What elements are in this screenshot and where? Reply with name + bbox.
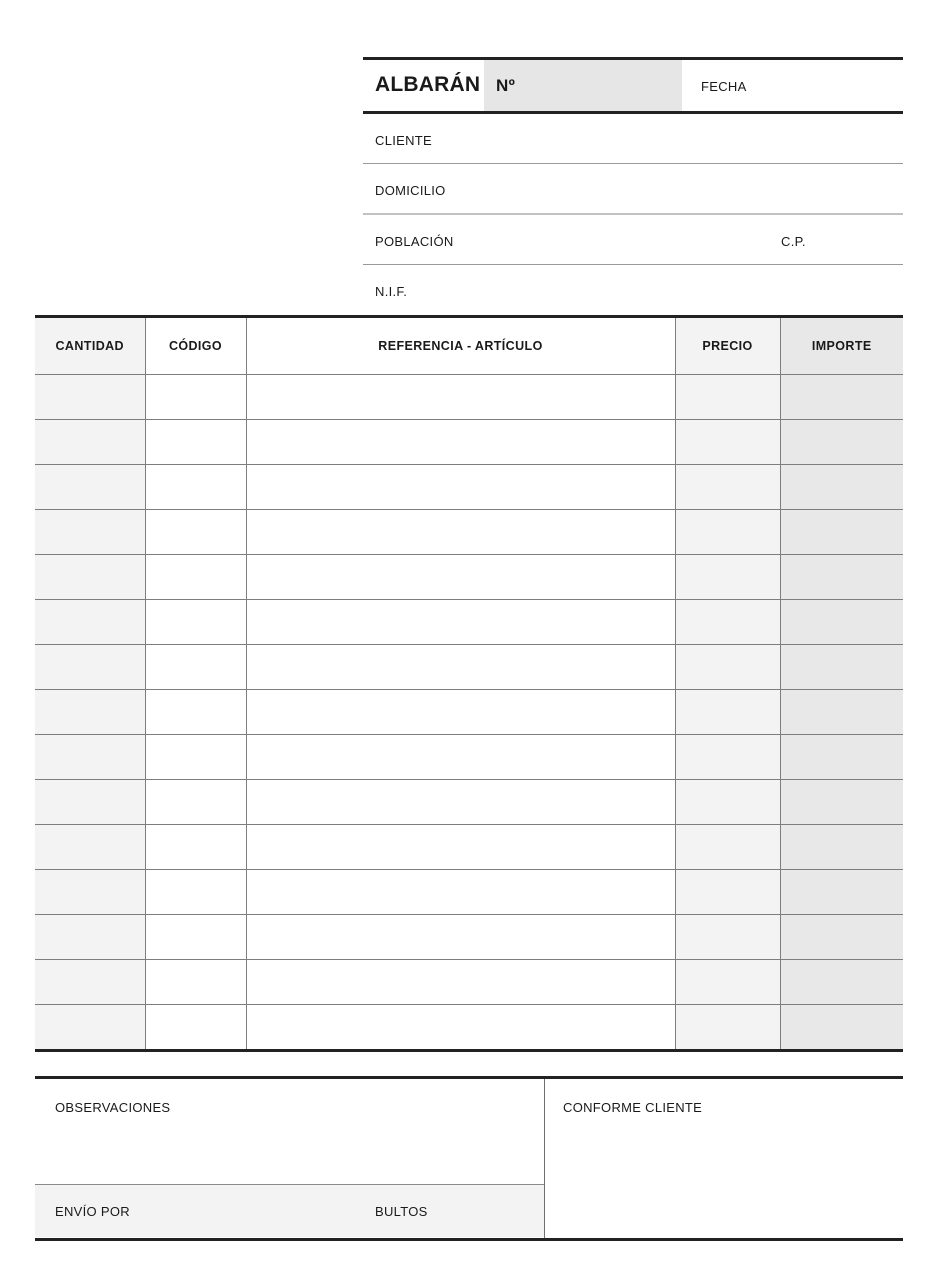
cell-importe[interactable] — [780, 555, 903, 600]
table-row — [35, 510, 903, 555]
cell-codigo[interactable] — [145, 735, 246, 780]
domicilio-field[interactable] — [473, 164, 903, 213]
cell-referencia[interactable] — [246, 555, 675, 600]
cell-importe[interactable] — [780, 735, 903, 780]
cell-cantidad[interactable] — [35, 645, 145, 690]
table-row — [35, 375, 903, 420]
cell-importe[interactable] — [780, 915, 903, 960]
cell-precio[interactable] — [675, 420, 780, 465]
cell-codigo[interactable] — [145, 420, 246, 465]
cell-importe[interactable] — [780, 870, 903, 915]
table-row — [35, 915, 903, 960]
domicilio-label: DOMICILIO — [375, 183, 446, 198]
bultos-label: BULTOS — [375, 1204, 428, 1219]
nif-field[interactable] — [433, 265, 903, 314]
cell-cantidad[interactable] — [35, 690, 145, 735]
cell-precio[interactable] — [675, 1005, 780, 1050]
document-title: ALBARÁN — [375, 73, 481, 96]
cell-codigo[interactable] — [145, 870, 246, 915]
cell-cantidad[interactable] — [35, 960, 145, 1005]
cell-cantidad[interactable] — [35, 780, 145, 825]
envio-por-label: ENVÍO POR — [55, 1204, 130, 1219]
column-header-codigo: CÓDIGO — [145, 318, 246, 375]
footer-bottom-rule — [35, 1238, 903, 1241]
observaciones-cell[interactable] — [35, 1079, 544, 1185]
header-row-albaran — [363, 60, 903, 111]
envio-bultos-cell[interactable] — [35, 1185, 544, 1237]
items-table-bottom-rule — [35, 1049, 903, 1052]
cell-codigo[interactable] — [145, 645, 246, 690]
conforme-cliente-cell[interactable] — [545, 1079, 903, 1238]
cell-cantidad[interactable] — [35, 825, 145, 870]
table-row — [35, 690, 903, 735]
cell-codigo[interactable] — [145, 915, 246, 960]
albaran-number-label: Nº — [496, 76, 516, 95]
table-row — [35, 780, 903, 825]
column-header-importe: IMPORTE — [780, 318, 903, 375]
cell-cantidad[interactable] — [35, 375, 145, 420]
cell-importe[interactable] — [780, 420, 903, 465]
cell-importe[interactable] — [780, 600, 903, 645]
cell-importe[interactable] — [780, 1005, 903, 1050]
cell-referencia[interactable] — [246, 510, 675, 555]
cell-importe[interactable] — [780, 510, 903, 555]
cell-importe[interactable] — [780, 465, 903, 510]
cell-precio[interactable] — [675, 555, 780, 600]
cell-precio[interactable] — [675, 600, 780, 645]
table-row — [35, 870, 903, 915]
cell-importe[interactable] — [780, 780, 903, 825]
document-header — [363, 57, 903, 314]
items-table-container — [35, 315, 903, 1052]
cell-cantidad[interactable] — [35, 735, 145, 780]
table-row — [35, 825, 903, 870]
cell-codigo[interactable] — [145, 600, 246, 645]
cell-cantidad[interactable] — [35, 870, 145, 915]
cell-referencia[interactable] — [246, 915, 675, 960]
cliente-label: CLIENTE — [375, 133, 433, 148]
cell-referencia[interactable] — [246, 735, 675, 780]
fecha-field[interactable] — [693, 60, 903, 111]
cell-precio[interactable] — [675, 825, 780, 870]
conforme-cliente-label: CONFORME CLIENTE — [563, 1100, 703, 1115]
cell-referencia[interactable] — [246, 690, 675, 735]
cell-cantidad[interactable] — [35, 915, 145, 960]
header-row-cliente — [363, 114, 903, 163]
cell-cantidad[interactable] — [35, 600, 145, 645]
cell-precio[interactable] — [675, 960, 780, 1005]
footer-left-column — [35, 1079, 545, 1238]
cell-precio[interactable] — [675, 780, 780, 825]
cell-codigo[interactable] — [145, 510, 246, 555]
column-header-precio: PRECIO — [675, 318, 780, 375]
table-row — [35, 645, 903, 690]
column-header-cantidad: CANTIDAD — [35, 318, 145, 375]
fecha-label: FECHA — [701, 79, 747, 94]
cell-referencia[interactable] — [246, 825, 675, 870]
table-row — [35, 600, 903, 645]
cell-precio[interactable] — [675, 465, 780, 510]
cell-codigo[interactable] — [145, 465, 246, 510]
header-row-nif — [363, 265, 903, 314]
cell-cantidad[interactable] — [35, 555, 145, 600]
cell-precio[interactable] — [675, 645, 780, 690]
cell-codigo[interactable] — [145, 780, 246, 825]
document-footer — [35, 1076, 903, 1241]
cell-precio[interactable] — [675, 735, 780, 780]
cell-cantidad[interactable] — [35, 420, 145, 465]
items-table — [35, 318, 903, 1049]
poblacion-label: POBLACIÓN — [375, 234, 454, 249]
cell-codigo[interactable] — [145, 690, 246, 735]
cell-codigo[interactable] — [145, 375, 246, 420]
table-row — [35, 1005, 903, 1050]
cell-importe[interactable] — [780, 645, 903, 690]
cell-codigo[interactable] — [145, 960, 246, 1005]
cell-referencia[interactable] — [246, 375, 675, 420]
items-table-head — [35, 318, 903, 375]
header-row-poblacion — [363, 215, 903, 264]
column-header-referencia: REFERENCIA - ARTÍCULO — [246, 318, 675, 375]
cell-cantidad[interactable] — [35, 1005, 145, 1050]
cell-precio[interactable] — [675, 870, 780, 915]
table-row — [35, 735, 903, 780]
cell-referencia[interactable] — [246, 465, 675, 510]
cell-importe[interactable] — [780, 960, 903, 1005]
table-row — [35, 555, 903, 600]
cell-importe[interactable] — [780, 375, 903, 420]
cell-cantidad[interactable] — [35, 510, 145, 555]
cell-cantidad[interactable] — [35, 465, 145, 510]
items-table-body — [35, 375, 903, 1050]
poblacion-field[interactable] — [473, 215, 753, 264]
nif-label: N.I.F. — [375, 284, 408, 299]
codigo-postal-label: C.P. — [781, 234, 806, 249]
cell-codigo[interactable] — [145, 1005, 246, 1050]
cell-referencia[interactable] — [246, 645, 675, 690]
cell-precio[interactable] — [675, 375, 780, 420]
cell-precio[interactable] — [675, 915, 780, 960]
cell-precio[interactable] — [675, 690, 780, 735]
cell-precio[interactable] — [675, 510, 780, 555]
cell-referencia[interactable] — [246, 870, 675, 915]
table-row — [35, 465, 903, 510]
footer-body — [35, 1079, 903, 1238]
cell-importe[interactable] — [780, 825, 903, 870]
items-table-header-row — [35, 318, 903, 375]
cell-codigo[interactable] — [145, 555, 246, 600]
table-row — [35, 420, 903, 465]
cell-referencia[interactable] — [246, 1005, 675, 1050]
cell-referencia[interactable] — [246, 960, 675, 1005]
codigo-postal-field[interactable] — [815, 215, 903, 264]
cliente-field[interactable] — [463, 114, 903, 163]
cell-referencia[interactable] — [246, 780, 675, 825]
cell-referencia[interactable] — [246, 420, 675, 465]
observaciones-label: OBSERVACIONES — [55, 1100, 171, 1115]
header-row-domicilio — [363, 164, 903, 213]
cell-referencia[interactable] — [246, 600, 675, 645]
table-row — [35, 960, 903, 1005]
cell-codigo[interactable] — [145, 825, 246, 870]
cell-importe[interactable] — [780, 690, 903, 735]
